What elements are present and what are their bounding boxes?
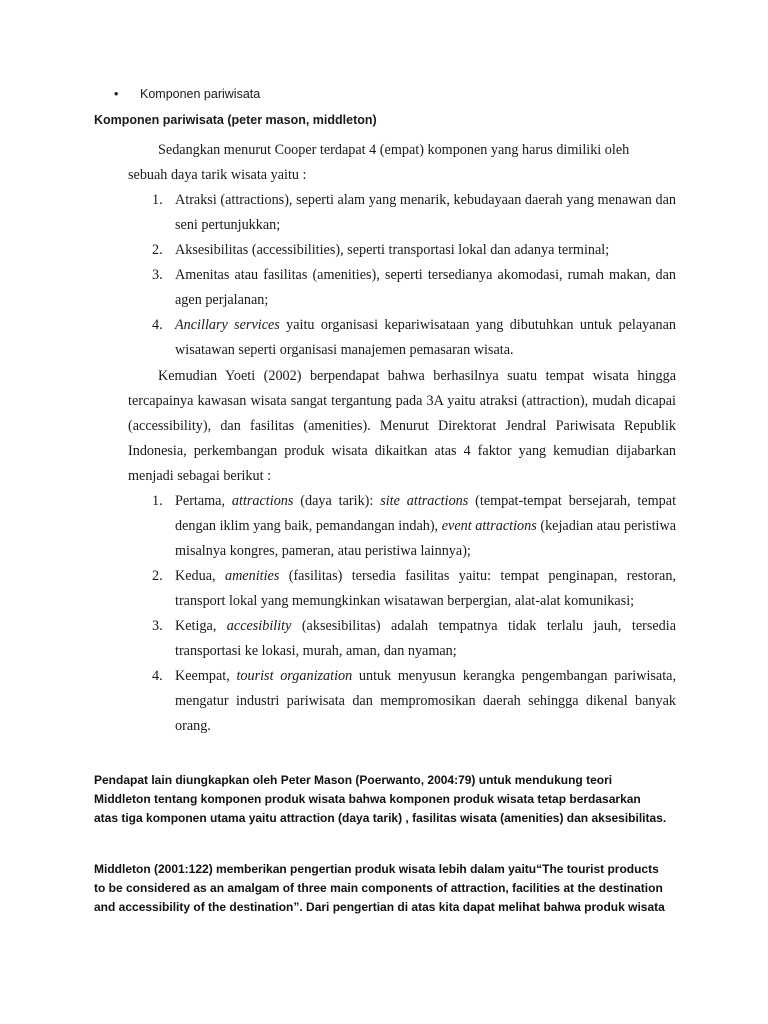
middleton-paragraph — [94, 860, 684, 917]
list-number: 3. — [152, 267, 163, 283]
list-item — [128, 614, 676, 664]
list-item — [128, 489, 676, 564]
list-number: 4. — [152, 668, 163, 684]
paragraph-line: atas tiga komponen utama yaitu attraction (daya tarik) , fasilitas wisata (amenities) dan aksesibilitas. — [94, 811, 667, 825]
list-text: Ketiga, — [175, 618, 227, 634]
yoeti-list — [128, 489, 676, 739]
section-heading: Komponen pariwisata (peter mason, middleton) — [94, 113, 377, 127]
list-text: Kedua, — [175, 568, 225, 584]
list-italic-term: site attractions — [380, 493, 469, 509]
list-text: Atraksi (attractions), seperti alam yang menarik, kebudayaan daerah yang menawan dan seni pertunjukkan; — [175, 192, 676, 233]
bullet-item — [114, 87, 260, 101]
list-text: yaitu organisasi kepariwisataan yang dibutuhkan untuk pelayanan wisatawan seperti organisasi manajemen pemasaran wisata. — [175, 317, 676, 358]
bullet-symbol: • — [114, 87, 119, 101]
list-item — [128, 263, 676, 313]
list-italic-term: Ancillary services — [175, 317, 280, 333]
list-number: 1. — [152, 493, 163, 509]
bullet-text: Komponen pariwisata — [140, 87, 261, 101]
list-number: 1. — [152, 192, 163, 208]
cooper-section — [128, 138, 676, 363]
paragraph-line: to be considered as an amalgam of three main components of attraction, facilities at the destination — [94, 881, 663, 895]
list-text: Pertama, — [175, 493, 232, 509]
list-item — [128, 238, 676, 263]
list-number: 2. — [152, 568, 163, 584]
list-italic-term: attractions — [231, 493, 294, 509]
list-text: Amenitas atau fasilitas (amenities), seperti tersedianya akomodasi, rumah makan, dan agen perjalanan; — [175, 267, 676, 308]
list-text: (daya tarik): — [293, 493, 381, 509]
list-italic-term: event attractions — [441, 518, 537, 534]
list-italic-term: tourist organization — [236, 668, 353, 684]
list-text: Keempat, — [175, 668, 237, 684]
cooper-intro-line1: Sedangkan menurut Cooper terdapat 4 (empat) komponen yang harus dimiliki oleh — [158, 142, 630, 158]
paragraph-line: Middleton tentang komponen produk wisata bahwa komponen produk wisata tetap berdasarkan — [94, 792, 641, 806]
paragraph-line: and accessibility of the destination”. Dari pengertian di atas kita dapat melihat bahwa produk wisata — [94, 900, 665, 914]
mason-paragraph — [94, 771, 684, 828]
list-text: (tempat-tempat bersejarah, tempat dengan iklim yang baik, pemandangan indah), — [175, 493, 677, 534]
list-item — [128, 564, 676, 614]
list-item — [128, 664, 676, 739]
list-number: 4. — [152, 317, 163, 333]
list-text: (fasilitas) tersedia fasilitas yaitu: tempat penginapan, restoran, transport lokal yang memungkinkan wisatawan berpergian, alat-alat komunikasi; — [175, 568, 676, 609]
paragraph-line: Pendapat lain diungkapkan oleh Peter Mason (Poerwanto, 2004:79) untuk mendukung teori — [94, 773, 613, 787]
cooper-list — [128, 188, 676, 363]
list-text: Aksesibilitas (accessibilities), seperti transportasi lokal dan adanya terminal; — [175, 242, 610, 258]
list-item — [128, 313, 676, 363]
paragraph-line: Middleton (2001:122) memberikan pengertian produk wisata lebih dalam yaitu“The tourist products — [94, 862, 659, 876]
list-item — [128, 188, 676, 238]
list-italic-term: amenities — [224, 568, 280, 584]
yoeti-section — [128, 364, 676, 739]
list-number: 2. — [152, 242, 163, 258]
list-text: (kejadian atau peristiwa misalnya kongres, pameran, atau peristiwa lainnya); — [175, 518, 676, 559]
cooper-intro-line2: sebuah daya tarik wisata yaitu : — [128, 167, 307, 183]
list-italic-term: accesibility — [226, 618, 292, 634]
yoeti-intro: Kemudian Yoeti (2002) berpendapat bahwa berhasilnya suatu tempat wisata hingga tercapainya kawasan wisata sangat tergantung pada 3A yaitu atraksi (attraction), mudah dicapai (accessibility), dan fasilitas (amenities). Menurut Direktorat Jendral Pariwisata Republik Indonesia, perkembangan produk wisata dikaitkan atas 4 faktor yang kemudian dijabarkan menjadi sebagai berikut : — [128, 368, 676, 484]
list-number: 3. — [152, 618, 163, 634]
list-text: (aksesibilitas) adalah tempatnya tidak terlalu jauh, tersedia transportasi ke lokasi, murah, aman, dan nyaman; — [175, 618, 676, 659]
list-text: untuk menyusun kerangka pengembangan pariwisata, mengatur industri pariwisata dan mempromosikan daerah sehingga dikenal banyak orang. — [175, 668, 676, 734]
